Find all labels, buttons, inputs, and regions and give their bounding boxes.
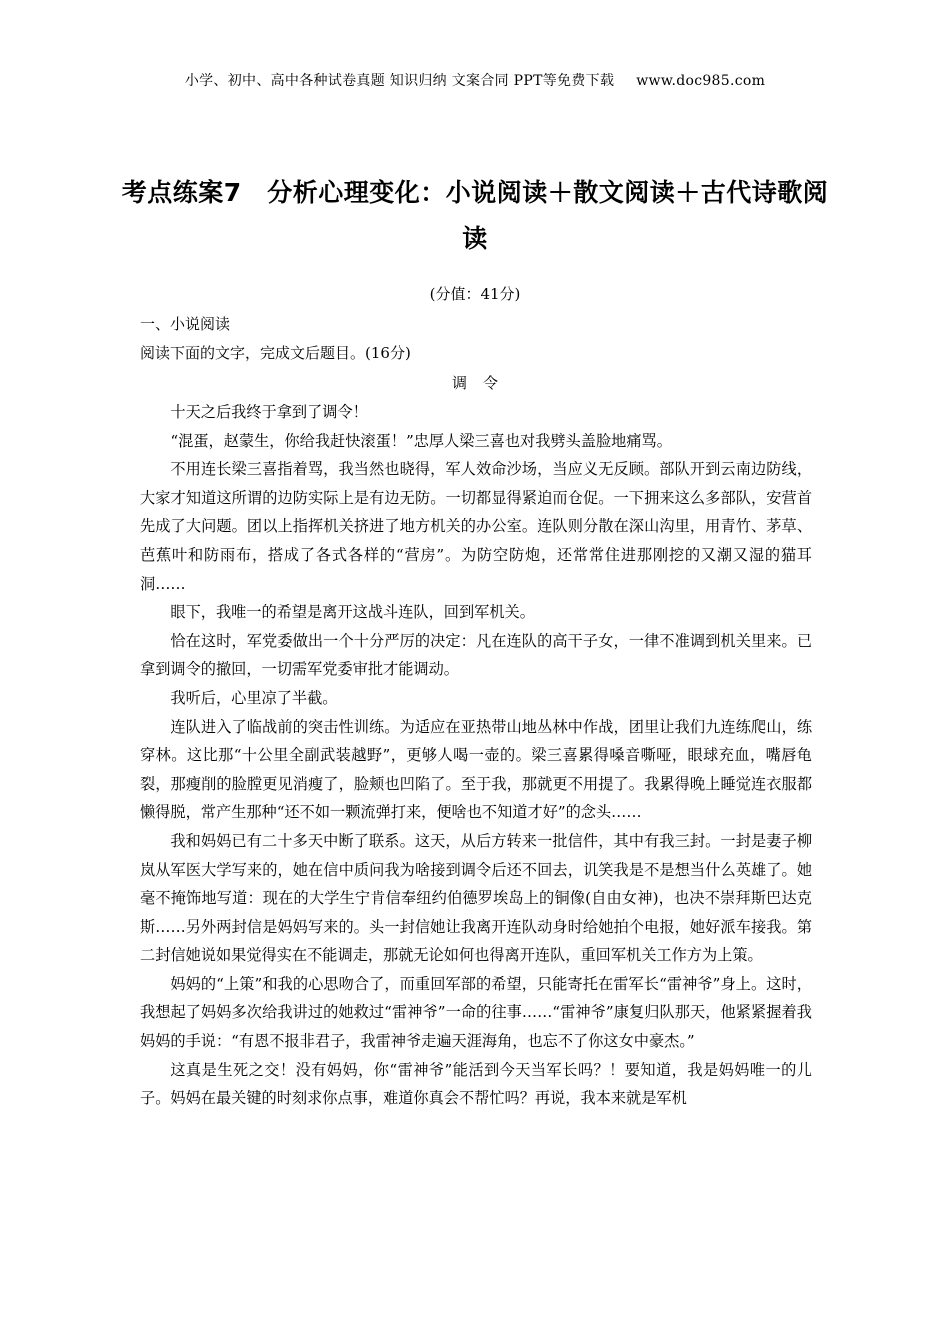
paragraph: 我听后，心里凉了半截。 <box>170 688 338 707</box>
page-title: 考点练案7 分析心理变化：小说阅读＋散文阅读＋古代诗歌阅读 <box>121 178 829 253</box>
paragraph: 连队进入了临战前的突击性训练。为适应在亚热带山地丛林中作战，团里让我们九连练爬山，练穿林。这比那“十公里全副武装越野”，更够人喝一壶的。梁三喜累得嗓音嘶哑，眼球充血，嘴唇龟裂，那瘦削的脸膛更见消瘦了，脸颊也凹陷了。至于我，那就更不用提了。我累得晚上睡觉连衣服都懒得脱，常产生那种“还不如一颗流弹打来，便啥也不知道才好”的念头…… <box>140 717 812 822</box>
score-note: (分值：41分) <box>429 285 521 303</box>
header-text: 小学、初中、高中各种试卷真题 知识归纳 文案合同 PPT等免费下载 <box>184 73 615 89</box>
page-header <box>0 70 950 90</box>
paragraph: 十天之后我终于拿到了调令！ <box>170 403 368 421</box>
paragraph: 恰在这时，军党委做出一个十分严厉的决定：凡在连队的高干子女，一律不准调到机关里来。已拿到调令的撤回，一切需军党委审批才能调动。 <box>140 631 812 679</box>
paragraph: 不用连长梁三喜指着骂，我当然也晓得，军人效命沙场，当应义无反顾。部队开到云南边防线，大家才知道这所谓的边防实际上是有边无防。一切都显得紧迫而仓促。一下拥来这么多部队，安营首先成了大问题。团以上指挥机关挤进了地方机关的办公室。连队则分散在深山沟里，用青竹、茅草、芭蕉叶和防雨布，搭成了各式各样的“营房”。为防空防炮，还常常住进那刚挖的又潮又湿的猫耳洞…… <box>140 460 812 593</box>
paragraph: 这真是生死之交！没有妈妈，你“雷神爷”能活到今天当军长吗？！要知道，我是妈妈唯一的儿子。妈妈在最关键的时刻求你点事，难道你真会不帮忙吗？再说，我本来就是军机 <box>140 1060 812 1108</box>
instruction: 阅读下面的文字，完成文后题目。(16分) <box>140 344 411 362</box>
paragraph: 眼下，我唯一的希望是离开这战斗连队，回到军机关。 <box>170 603 535 622</box>
paragraph: 妈妈的“上策”和我的心思吻合了，而重回军部的希望，只能寄托在雷军长“雷神爷”身上。这时，我想起了妈妈多次给我讲过的她救过“雷神爷”一命的往事……“雷神爷”康复归队那天，他紧紧握着我妈妈的手说：“有恩不报非君子，我雷神爷走遍天涯海角，也忘不了你这女中豪杰。” <box>140 974 812 1051</box>
header-site: www.doc985.com <box>636 73 766 89</box>
story-body <box>140 398 812 1113</box>
paragraph: “混蛋，赵蒙生，你给我赶快滚蛋！”忠厚人梁三喜也对我劈头盖脸地痛骂。 <box>170 431 672 450</box>
section-heading: 一、小说阅读 <box>140 315 231 333</box>
paragraph: 我和妈妈已有二十多天中断了联系。这天，从后方转来一批信件，其中有我三封。一封是妻子柳岚从军医大学写来的，她在信中质问我为啥接到调令后还不回去，讥笑我是不是想当什么英雄了。她毫不掩饰地写道：现在的大学生宁肯信奉纽约伯德罗埃岛上的铜像(自由女神)，也决不崇拜斯巴达克斯……另外两封信是妈妈写来的。头一封信她让我离开连队动身时给她拍个电报，她好派车接我。第二封信她说如果觉得实在不能调走，那就无论如何也得离开连队，重回军机关工作方为上策。 <box>140 831 812 965</box>
story-title: 调令 <box>451 374 514 392</box>
